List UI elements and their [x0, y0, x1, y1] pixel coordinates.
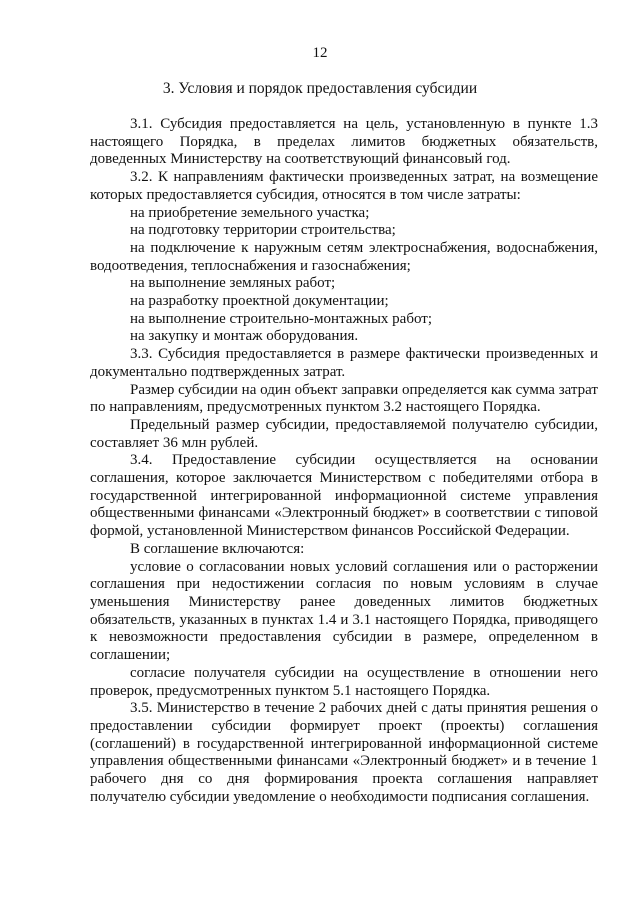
paragraph-agreement-condition: условие о согласовании новых условий соглашения или о расторжении соглашения при недостижении согласия по новым условиям в случае уменьшения Министерству ранее доведенных лимитов бюджетных обязательств, указанных в пунктах 1.4 и 3.1 настоящего Порядка, приводящего к невозможности предоставления субсидии в размере, определенном в соглашении; — [90, 558, 598, 664]
list-item-equipment: на закупку и монтаж оборудования. — [130, 328, 359, 345]
list-item-earthworks: на выполнение земляных работ; — [130, 275, 336, 292]
list-item-construction: на выполнение строительно-монтажных работ; — [130, 310, 432, 327]
paragraph-3-5: 3.5. Министерство в течение 2 рабочих дней с даты принятия решения о предоставлении субсидии формирует проект (проекты) соглашения (соглашений) в государственной интегрированной информационной системе управления общественными финансами «Электронный бюджет» и в течение 1 рабочего дня со дня формирования проекта соглашения направляет получателю субсидии уведомление о необходимости подписания соглашения. — [90, 700, 598, 805]
paragraph-subsidy-limit: Предельный размер субсидии, предоставляемой получателю субсидии, составляет 36 млн рублей. — [90, 416, 598, 451]
paragraph-3-3: 3.3. Субсидия предоставляется в размере фактически произведенных и документально подтвержденных затрат. — [90, 346, 598, 380]
document-body — [90, 116, 598, 806]
section-title: 3. Условия и порядок предоставления субсидии — [162, 80, 478, 97]
paragraph-3-4: 3.4. Предоставление субсидии осуществляется на основании соглашения, которое заключается Министерством с победителями отбора в государственной интегрированной информационной системе управления общественными финансами «Электронный бюджет» в соответствии с типовой формой, установленной Министерством финансов Российской Федерации. — [90, 452, 598, 540]
list-item-design-docs: на разработку проектной документации; — [130, 293, 389, 310]
page-number: 12 — [312, 45, 328, 61]
list-item-site-preparation: на подготовку территории строительства; — [130, 222, 396, 239]
list-item-utility-connection: на подключение к наружным сетям электроснабжения, водоснабжения, водоотведения, теплоснабжения и газоснабжения; — [90, 239, 598, 274]
paragraph-3-1: 3.1. Субсидия предоставляется на цель, установленную в пункте 1.3 настоящего Порядка, в пределах лимитов бюджетных обязательств, доведенных Министерству на соответствующий финансовый год. — [90, 116, 598, 168]
paragraph-subsidy-size: Размер субсидии на один объект заправки определяется как сумма затрат по направлениям, предусмотренных пунктом 3.2 настоящего Порядка. — [90, 381, 598, 416]
paragraph-3-2: 3.2. К направлениям фактически произведенных затрат, на возмещение которых предоставляется субсидия, относятся в том числе затраты: — [90, 169, 598, 203]
paragraph-recipient-consent: согласие получателя субсидии на осуществление в отношении него проверок, предусмотренных пунктом 5.1 настоящего Порядка. — [90, 664, 598, 699]
list-item-land: на приобретение земельного участка; — [130, 204, 370, 221]
paragraph-agreement-includes: В соглашение включаются: — [130, 540, 305, 557]
